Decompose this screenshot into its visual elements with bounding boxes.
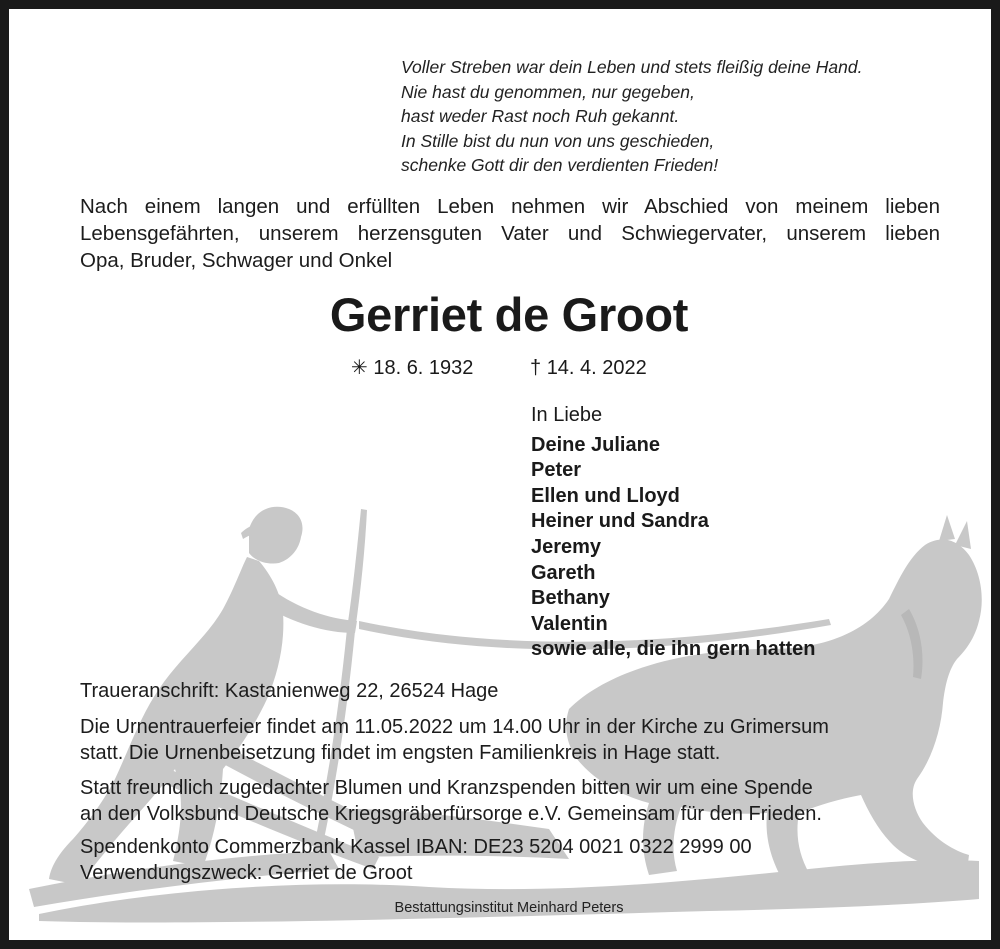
memorial-poem [401,55,862,178]
mourner: Ellen und Lloyd [531,484,680,507]
funeral-home: Bestattungsinstitut Meinhard Peters [394,900,624,916]
mourner: Bethany [531,587,610,610]
birth-date-value: 18. 6. 1932 [373,357,474,379]
mourners-list [531,403,816,663]
mourner: Gareth [531,561,596,584]
deceased-name: Gerriet de Groot [329,288,689,341]
poem-line: hast weder Rast noch Ruh gekannt. [401,106,680,126]
mourner: Valentin [531,612,608,635]
birth-date [351,355,473,381]
donation-info [80,776,950,827]
birth-star-icon: ✳ [351,357,368,379]
ceremony-info [80,715,950,766]
address-line: Traueranschrift: Kastanienweg 22, 26524 Hage [80,680,499,702]
poem-line: In Stille bist du nun von uns geschieden, [401,130,715,151]
ceremony-line: Die Urnentrauerfeier findet am 11.05.2022 um 14.00 Uhr in der Kirche zu Grimersum [80,716,829,738]
mourner: Jeremy [531,535,602,558]
poem-line: Voller Streben war dein Leben und stets fleißig deine Hand. [401,57,863,77]
account-line: Spendenkonto Commerzbank Kassel IBAN: DE23 5204 0021 0322 2999 00 [80,836,752,858]
death-date-value: 14. 4. 2022 [546,357,647,379]
intro-line: Opa, Bruder, Schwager und Onkel [80,249,393,272]
intro-line: Nach einem langen und erfüllten Leben nehmen wir Abschied von meinem lieben [80,195,940,218]
intro-line: Lebensgefährten, unserem herzensguten Vater und Schwiegervater, unserem lieben [80,222,940,245]
poem-line: schenke Gott dir den verdienten Frieden! [401,155,719,175]
mourner: Deine Juliane [531,433,660,456]
mourner: Peter [531,459,582,482]
in-liebe-label: In Liebe [531,404,603,426]
mourning-address [80,679,950,705]
intro-text [80,193,940,274]
donation-line: Statt freundlich zugedachter Blumen und Kranzspenden bitten wir um eine Spende [80,777,813,799]
donation-line: an den Volksbund Deutsche Kriegsgräberfürsorge e.V. Gemeinsam für den Frieden. [80,802,822,825]
death-date [530,355,647,381]
poem-line: Nie hast du genommen, nur gegeben, [401,81,695,102]
donation-account [80,835,950,886]
ceremony-line: statt. Die Urnenbeisetzung findet im engsten Familienkreis in Hage statt. [80,741,721,764]
account-line: Verwendungszweck: Gerriet de Groot [80,861,413,884]
mourner: sowie alle, die ihn gern hatten [531,638,816,661]
death-cross-icon: † [530,357,542,379]
mourner: Heiner und Sandra [531,510,709,533]
